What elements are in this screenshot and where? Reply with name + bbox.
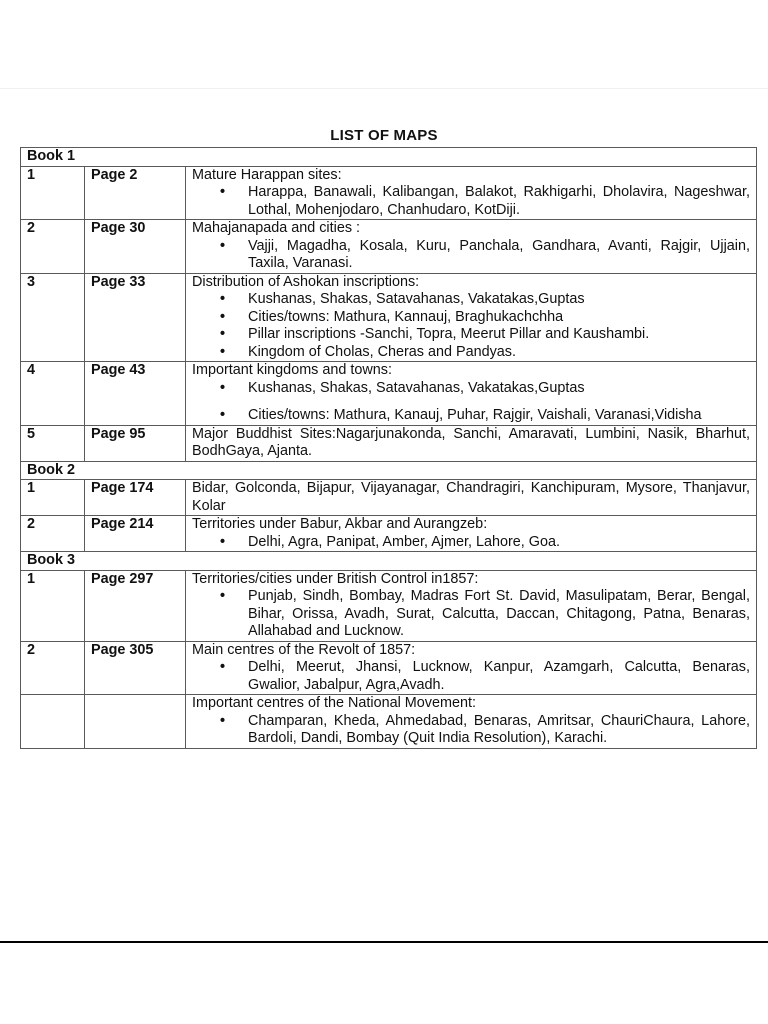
table-row	[21, 425, 757, 461]
map-number: 2	[21, 220, 85, 274]
bullet-list	[192, 713, 750, 748]
table-row	[21, 362, 757, 426]
map-number: 1	[21, 166, 85, 220]
page-reference: Page 297	[85, 570, 186, 641]
bullet-item: • Kushanas, Shakas, Satavahanas, Vakatakas,Guptas	[248, 291, 750, 309]
table-row	[21, 570, 757, 641]
page-title: LIST OF MAPS	[330, 127, 438, 144]
description-text: Major Buddhist Sites:Nagarjunakonda, Sanchi, Amaravati, Lumbini, Nasik, Bharhut, BodhGaya, Ajanta.	[192, 425, 750, 459]
page-reference	[85, 695, 186, 749]
map-number: 1	[21, 570, 85, 641]
bullet-item: • Delhi, Meerut, Jhansi, Lucknow, Kanpur, Azamgarh, Calcutta, Benaras, Gwalior, Jabalpur, Agra,Avadh.	[248, 659, 750, 694]
map-description	[186, 695, 757, 749]
map-number: 5	[21, 425, 85, 461]
book-label: Book 3	[21, 552, 757, 571]
map-number	[21, 695, 85, 749]
bullet-list	[192, 534, 750, 552]
book-header-row	[21, 148, 757, 167]
page-reference: Page 305	[85, 641, 186, 695]
map-description	[186, 480, 757, 516]
table-row	[21, 695, 757, 749]
description-heading: Mature Harappan sites:	[192, 166, 342, 183]
table-row	[21, 220, 757, 274]
description-heading: Territories/cities under British Control in1857:	[192, 570, 479, 587]
map-number: 3	[21, 273, 85, 362]
bullet-list	[192, 659, 750, 694]
description-text: Bidar, Golconda, Bijapur, Vijayanagar, Chandragiri, Kanchipuram, Mysore, Thanjavur, Kolar	[192, 480, 750, 514]
book-label: Book 1	[21, 148, 757, 167]
table-row	[21, 516, 757, 552]
bullet-list	[192, 184, 750, 219]
map-description	[186, 220, 757, 274]
page-reference: Page 43	[85, 362, 186, 426]
map-number: 2	[21, 641, 85, 695]
page-reference: Page 33	[85, 273, 186, 362]
bullet-list	[192, 588, 750, 641]
table-row	[21, 273, 757, 362]
bullet-item: • Kingdom of Cholas, Cheras and Pandyas.	[248, 344, 750, 362]
table-row	[21, 166, 757, 220]
map-description	[186, 425, 757, 461]
maps-table	[20, 147, 757, 749]
map-number: 2	[21, 516, 85, 552]
bullet-list	[192, 380, 750, 425]
description-heading: Distribution of Ashokan inscriptions:	[192, 273, 420, 290]
bullet-item: • Cities/towns: Mathura, Kannauj, Braghukachchha	[248, 309, 750, 327]
description-heading: Main centres of the Revolt of 1857:	[192, 641, 416, 658]
bullet-item: • Harappa, Banawali, Kalibangan, Balakot, Rakhigarhi, Dholavira, Nageshwar, Lothal, Mohenjodaro, Chanhudaro, KotDiji.	[248, 184, 750, 219]
map-description	[186, 273, 757, 362]
book-header-row	[21, 461, 757, 480]
bullet-item: • Champaran, Kheda, Ahmedabad, Benaras, Amritsar, ChauriChaura, Lahore, Bardoli, Dandi, Bombay (Quit India Resolution), Karachi.	[248, 713, 750, 748]
page-reference: Page 174	[85, 480, 186, 516]
page-reference: Page 214	[85, 516, 186, 552]
map-description	[186, 166, 757, 220]
bullet-list	[192, 238, 750, 273]
table-row	[21, 480, 757, 516]
description-heading: Mahajanapada and cities :	[192, 220, 361, 236]
page-reference: Page 30	[85, 220, 186, 274]
description-heading: Important kingdoms and towns:	[192, 362, 392, 378]
description-heading: Important centres of the National Movement:	[192, 695, 476, 711]
book-label: Book 2	[21, 461, 757, 480]
map-description	[186, 570, 757, 641]
table-row	[21, 641, 757, 695]
bullet-item: • Kushanas, Shakas, Satavahanas, Vakatakas,Guptas	[248, 380, 750, 398]
page-reference: Page 95	[85, 425, 186, 461]
map-description	[186, 641, 757, 695]
bullet-item: • Cities/towns: Mathura, Kanauj, Puhar, Rajgir, Vaishali, Varanasi,Vidisha	[248, 407, 750, 425]
bullet-list	[192, 291, 750, 361]
bullet-item: • Vajji, Magadha, Kosala, Kuru, Panchala, Gandhara, Avanti, Rajgir, Ujjain, Taxila, Varanasi.	[248, 238, 750, 273]
book-header-row	[21, 552, 757, 571]
map-description	[186, 362, 757, 426]
map-description	[186, 516, 757, 552]
bullet-item: • Delhi, Agra, Panipat, Amber, Ajmer, Lahore, Goa.	[248, 534, 750, 552]
map-number: 1	[21, 480, 85, 516]
maps-table-body	[21, 148, 757, 749]
document-page	[0, 88, 768, 943]
description-heading: Territories under Babur, Akbar and Aurangzeb:	[192, 516, 488, 532]
map-number: 4	[21, 362, 85, 426]
page-reference: Page 2	[85, 166, 186, 220]
bullet-item: • Pillar inscriptions -Sanchi, Topra, Meerut Pillar and Kaushambi.	[248, 326, 750, 344]
bullet-item: • Punjab, Sindh, Bombay, Madras Fort St. David, Masulipatam, Berar, Bengal, Bihar, Orissa, Avadh, Surat, Calcutta, Daccan, Chitagong, Patna, Benaras, Allahabad and Lucknow.	[248, 588, 750, 641]
